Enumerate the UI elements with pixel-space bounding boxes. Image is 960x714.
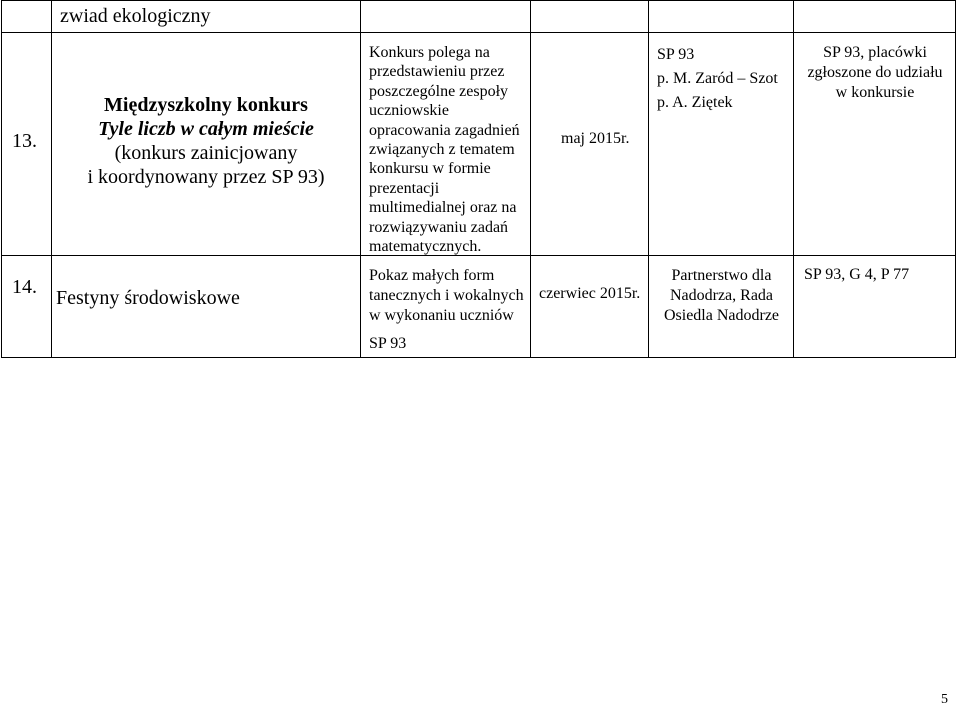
cell-number-empty [2,1,52,33]
event-name [56,93,356,189]
participants-line: SP 93, placówki [823,44,927,61]
responsible-line: p. M. Zaród – Szot [657,70,778,87]
description-line: przedstawieniu przez [369,63,505,81]
cell-date [531,256,649,358]
description-line: multimedialnej oraz na [369,199,517,217]
description-line: prezentacji [369,179,440,197]
event-description [369,43,520,256]
description-line: opracowania zagadnień [369,121,520,139]
description-line: tanecznych i wokalnych [369,287,524,304]
participants-line: w konkursie [835,84,915,101]
cell-name-continuation [52,1,361,33]
cell-responsible [649,256,794,358]
event-note-line2: i koordynowany przez SP 93) [87,166,325,188]
events-table [1,0,956,358]
row-number: 14. [12,276,37,298]
cell-description [361,256,531,358]
description-line: Konkurs polega na [369,44,490,61]
event-description [369,266,524,354]
responsible-line: Partnerstwo dla [671,267,772,284]
cell-desc-empty [361,1,531,33]
responsible-line: p. A. Ziętek [657,94,733,111]
cell-number [2,33,52,256]
cell-description [361,33,531,256]
event-date: maj 2015r. [561,130,630,147]
cell-responsible [649,33,794,256]
table-row-13 [2,33,956,256]
responsible-line: Nadodrza, Rada [669,287,774,304]
event-responsible [657,43,778,115]
cell-participants [794,33,956,256]
cell-event-name [52,33,361,256]
description-line: rozwiązywaniu zadań [369,218,509,236]
description-line: SP 93 [369,335,407,352]
cell-event-name [52,256,361,358]
cell-resp-empty [649,1,794,33]
continuation-text: zwiad ekologiczny [60,5,211,27]
event-subtitle: Tyle liczb w całym mieście [98,118,314,140]
event-title: Międzyszkolny konkurs [104,94,308,116]
event-name: Festyny środowiskowe [56,287,240,309]
event-participants [794,43,956,103]
description-line: matematycznych. [369,238,482,256]
cell-part-empty [794,1,956,33]
cell-date-empty [531,1,649,33]
responsible-line: SP 93 [657,46,695,63]
description-line: uczniowskie [369,102,449,120]
cell-date [531,33,649,256]
event-date: czerwiec 2015r. [539,285,641,302]
participants-line: zgłoszone do udziału [807,64,943,81]
description-line: związanych z tematem [369,141,515,159]
cell-number [2,256,52,358]
event-note-line1: (konkurs zainicjowany [114,142,298,164]
row-number: 13. [12,130,37,152]
description-line: w wykonaniu uczniów [369,307,514,324]
description-line: konkursu w formie [369,160,491,178]
cell-participants [794,256,956,358]
event-participants: SP 93, G 4, P 77 [804,266,910,283]
description-line: Pokaz małych form [369,267,495,284]
description-line: poszczególne zespoły [369,82,509,100]
event-responsible [649,266,794,326]
table-row-continuation [2,1,956,33]
responsible-line: Osiedla Nadodrze [663,307,780,324]
table-row-14 [2,256,956,358]
page-number: 5 [941,692,948,707]
